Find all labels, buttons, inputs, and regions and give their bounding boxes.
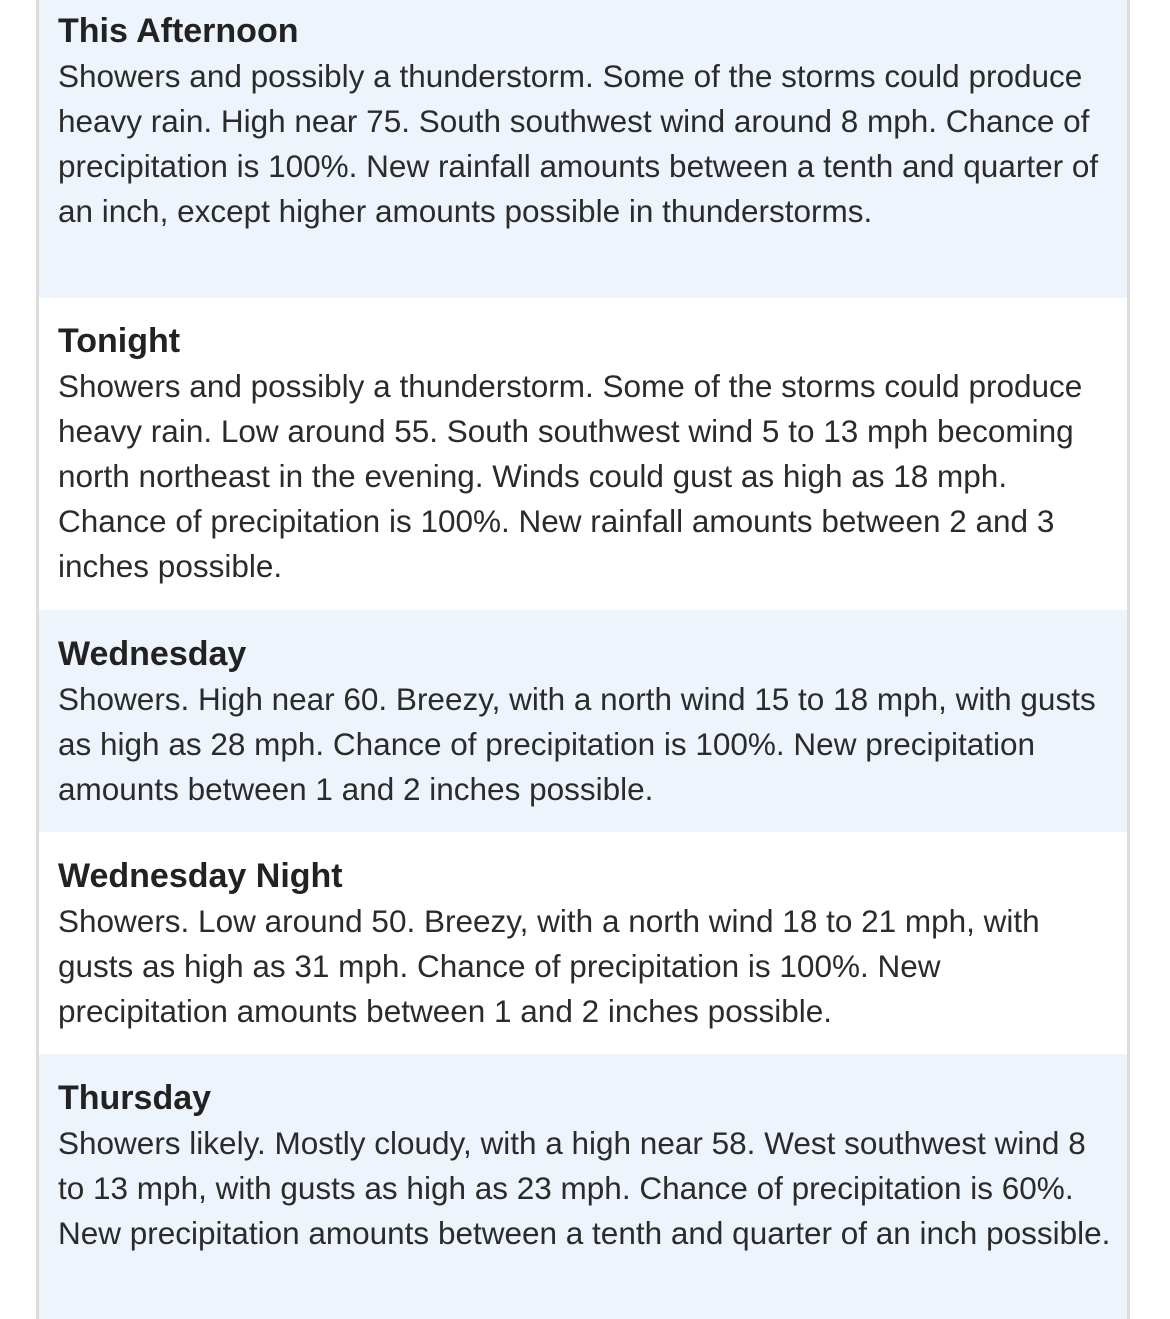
period-forecast-text: Showers. High near 60. Breezy, with a north wind 15 to 18 mph, with gusts as high as 28 mph. Chance of precipitation is 100%. New precipitation amounts between 1 and 2 inches possible. — [58, 681, 1096, 807]
forecast-period-thursday — [39, 1054, 1127, 1319]
forecast-period-wednesday-night — [39, 832, 1127, 1054]
period-forecast-text: Showers likely. Mostly cloudy, with a high near 58. West southwest wind 8 to 13 mph, with gusts as high as 23 mph. Chance of precipitation is 60%. New precipitation amounts between a tenth and quarter of an inch possible. — [58, 1125, 1111, 1251]
detailed-forecast-list — [36, 0, 1130, 1319]
period-name: Wednesday Night — [58, 857, 343, 895]
period-forecast-text: Showers and possibly a thunderstorm. Some of the storms could produce heavy rain. High near 75. South southwest wind around 8 mph. Chance of precipitation is 100%. New rainfall amounts between a tenth and quarter of an inch, except higher amounts possible in thunderstorms. — [58, 58, 1099, 229]
period-name: Thursday — [58, 1079, 212, 1117]
period-name: This Afternoon — [58, 12, 299, 50]
forecast-period-this-afternoon — [39, 0, 1127, 298]
period-forecast-text: Showers and possibly a thunderstorm. Some of the storms could produce heavy rain. Low around 55. South southwest wind 5 to 13 mph becoming north northeast in the evening. Winds could gust as high as 18 mph. Chance of precipitation is 100%. New rainfall amounts between 2 and 3 inches possible. — [58, 368, 1083, 584]
forecast-period-tonight — [39, 298, 1127, 610]
forecast-period-wednesday — [39, 610, 1127, 832]
period-name: Tonight — [58, 322, 181, 360]
period-forecast-text: Showers. Low around 50. Breezy, with a north wind 18 to 21 mph, with gusts as high as 31 mph. Chance of precipitation is 100%. New precipitation amounts between 1 and 2 inches possible. — [58, 903, 1040, 1029]
period-name: Wednesday — [58, 635, 247, 673]
